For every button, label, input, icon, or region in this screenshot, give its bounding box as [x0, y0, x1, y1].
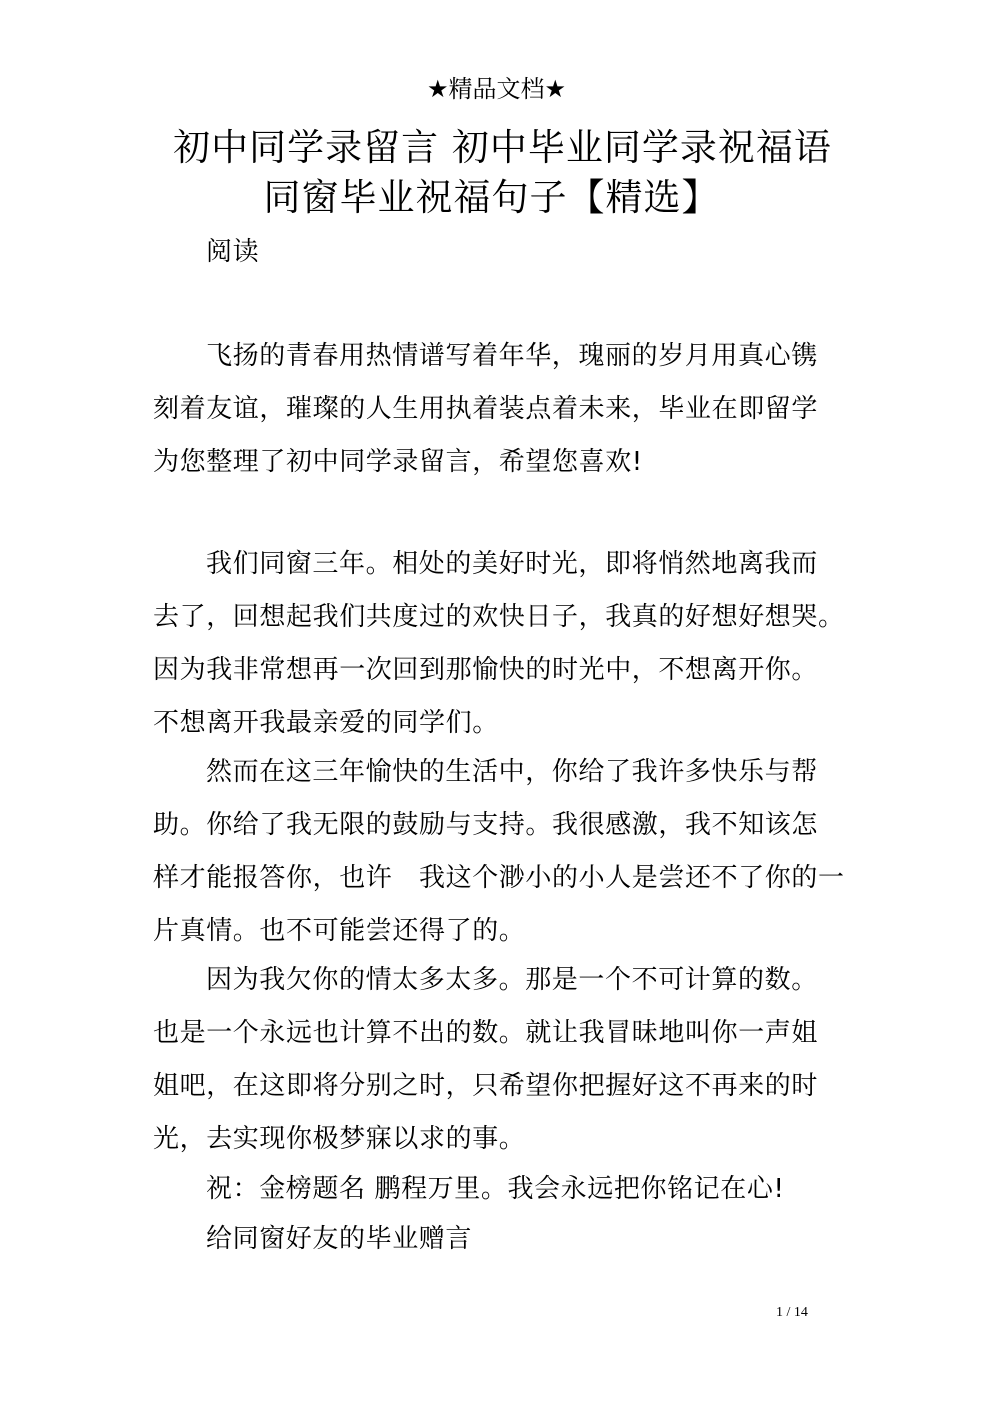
paragraph-line: 片真情。也不可能尝还得了的。: [153, 916, 526, 946]
paragraph-line: 刻着友谊，璀璨的人生用执着装点着未来，毕业在即留学: [153, 394, 819, 424]
page-number: 1 / 14: [776, 1305, 808, 1320]
paragraph-line: 因为我欠你的情太多太多。那是一个不可计算的数。: [206, 965, 818, 995]
paragraph-line: 去了，回想起我们共度过的欢快日子，我真的好想好想哭。: [153, 602, 845, 632]
paragraph-line: 样才能报答你，也许 我这个渺小的小人是尝还不了你的一: [153, 863, 845, 893]
document-title-line-1: 初中同学录留言 初中毕业同学录祝福语: [173, 126, 832, 169]
header-mark: ★精品文档★: [426, 75, 567, 103]
section-heading: 给同窗好友的毕业赠言: [206, 1224, 473, 1254]
paragraph-line: 助。你给了我无限的鼓励与支持。我很感激，我不知该怎: [153, 810, 819, 840]
paragraph-line: 为您整理了初中同学录留言，希望您喜欢!: [153, 447, 643, 477]
paragraph-line: 祝：金榜题名 鹏程万里。我会永远把你铭记在心!: [206, 1174, 785, 1204]
paragraph-line: 我们同窗三年。相处的美好时光，即将悄然地离我而: [206, 549, 818, 579]
paragraph-line: 姐吧，在这即将分别之时，只希望你把握好这不再来的时: [153, 1071, 819, 1101]
subtitle-read: 阅读: [206, 237, 260, 267]
paragraph-line: 然而在这三年愉快的生活中，你给了我许多快乐与帮: [206, 757, 818, 787]
paragraph-line: 因为我非常想再一次回到那愉快的时光中，不想离开你。: [153, 655, 819, 685]
paragraph-line: 飞扬的青春用热情谱写着年华，瑰丽的岁月用真心镌: [206, 341, 818, 371]
document-title-line-2: 同窗毕业祝福句子【精选】: [263, 176, 720, 219]
paragraph-line: 光，去实现你极梦寐以求的事。: [153, 1124, 526, 1154]
paragraph-line: 不想离开我最亲爱的同学们。: [153, 708, 499, 738]
paragraph-line: 也是一个永远也计算不出的数。就让我冒昧地叫你一声姐: [153, 1018, 819, 1048]
